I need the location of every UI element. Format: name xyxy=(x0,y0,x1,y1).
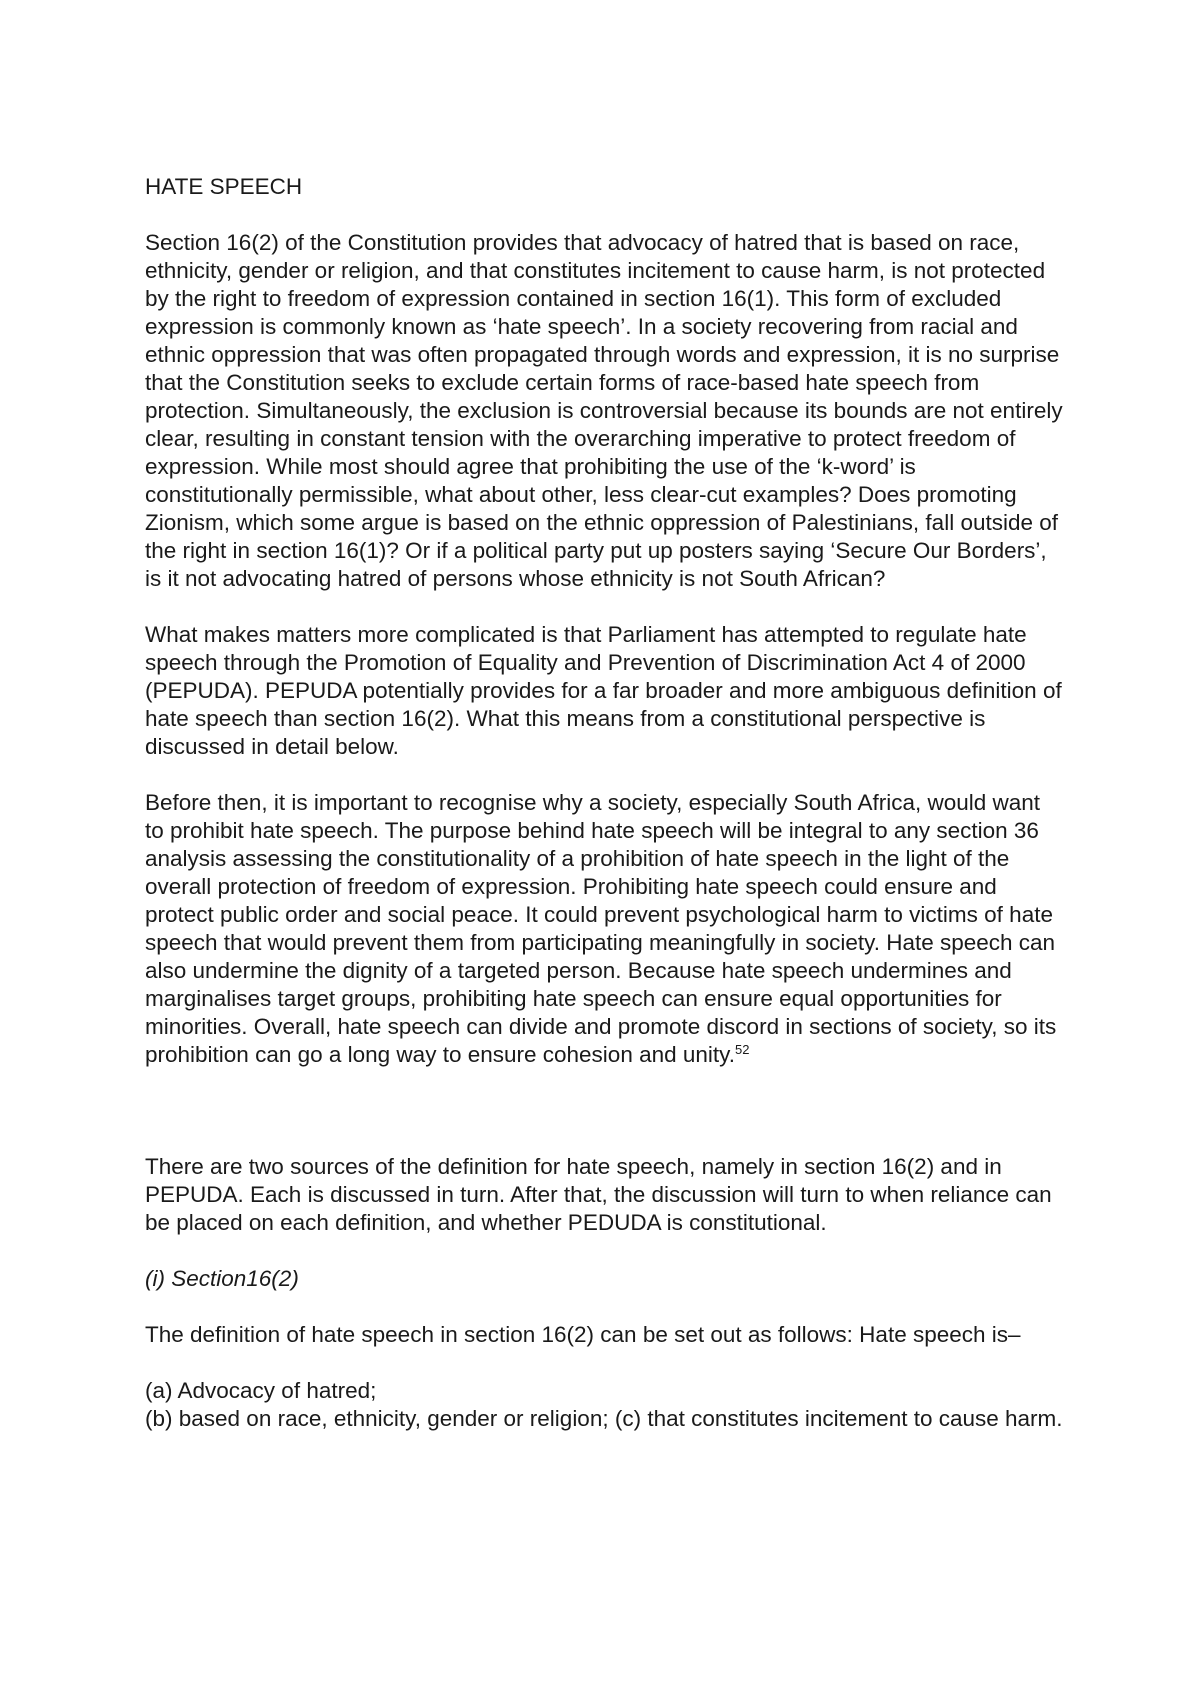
document-body xyxy=(145,173,1065,1433)
paragraph-4: There are two sources of the definition for hate speech, namely in section 16(2) and in PEPUDA. Each is discussed in turn. After that, the discussion will turn to when reliance can be placed on each definition, and whether PEDUDA is constitutional. xyxy=(145,1154,1052,1235)
paragraph-3-text: Before then, it is important to recognise why a society, especially South Africa, would want to prohibit hate speech. The purpose behind hate speech will be integral to any section 36 analysis assessing the constitutionality of a prohibition of hate speech in the light of the overall protection of freedom of expression. Prohibiting hate speech could ensure and protect public order and social peace. It could prevent psychological harm to victims of hate speech that would prevent them from participating meaningfully in society. Hate speech can also undermine the dignity of a targeted person. Because hate speech undermines and marginalises target groups, prohibiting hate speech can ensure equal opportunities for minorities. Overall, hate speech can divide and promote discord in sections of society, so its prohibition can go a long way to ensure cohesion and unity. xyxy=(145,790,1057,1067)
paragraph-2: What makes matters more complicated is that Parliament has attempted to regulate hate speech through the Promotion of Equality and Prevention of Discrimination Act 4 of 2000 (PEPUDA). PEPUDA potentially provides for a far broader and more ambiguous definition of hate speech than section 16(2). What this means from a constitutional perspective is discussed in detail below. xyxy=(145,622,1062,759)
section-subheading: (i) Section16(2) xyxy=(145,1266,299,1291)
list-item-a: (a) Advocacy of hatred; xyxy=(145,1378,377,1403)
definition-intro: The definition of hate speech in section 16(2) can be set out as follows: Hate speech is– xyxy=(145,1322,1021,1347)
document-title: HATE SPEECH xyxy=(145,174,303,199)
paragraph-3 xyxy=(145,789,1065,1069)
paragraph-1: Section 16(2) of the Constitution provides that advocacy of hatred that is based on race, ethnicity, gender or religion, and that constitutes incitement to cause harm, is not protected by the right to freedom of expression contained in section 16(1). This form of excluded expression is commonly known as ‘hate speech’. In a society recovering from racial and ethnic oppression that was often propagated through words and expression, it is no surprise that the Constitution seeks to exclude certain forms of race-based hate speech from protection. Simultaneously, the exclusion is controversial because its bounds are not entirely clear, resulting in constant tension with the overarching imperative to protect freedom of expression. While most should agree that prohibiting the use of the ‘k-word’ is constitutionally permissible, what about other, less clear-cut examples? Does promoting Zionism, which some argue is based on the ethnic oppression of Palestinians, fall outside of the right in section 16(1)? Or if a political party put up posters saying ‘Secure Our Borders’, is it not advocating hatred of persons whose ethnicity is not South African? xyxy=(145,230,1063,591)
list-item-b-c: (b) based on race, ethnicity, gender or religion; (c) that constitutes incitement to cause harm. xyxy=(145,1406,1063,1431)
footnote-marker: 52 xyxy=(734,1042,750,1057)
